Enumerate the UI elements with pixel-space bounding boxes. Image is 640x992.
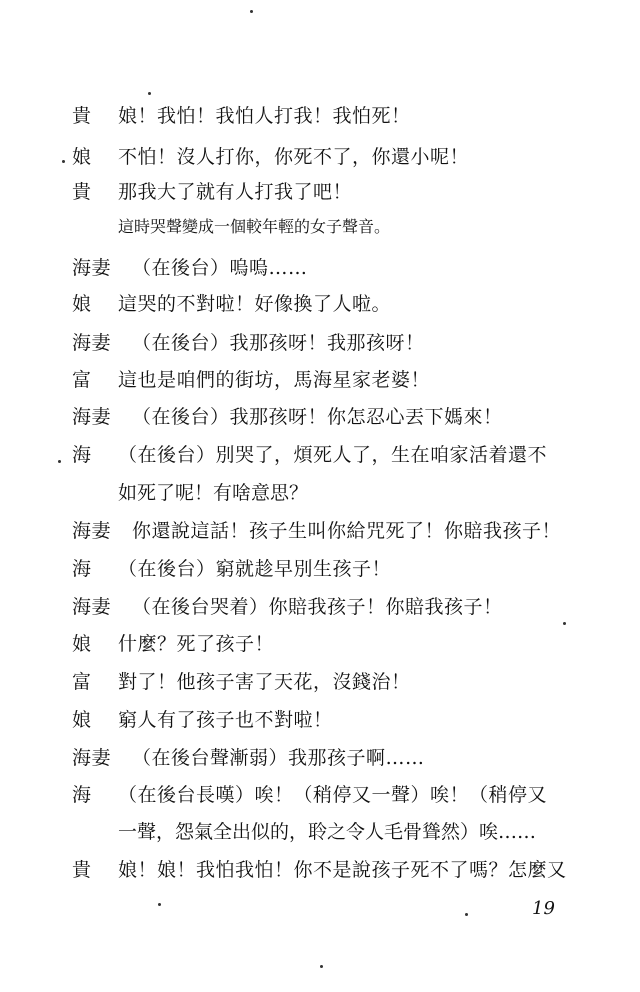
stage-direction: 這時哭聲變成一個較年輕的女子聲音。 bbox=[118, 217, 391, 236]
speaker-name: 娘 bbox=[72, 709, 92, 731]
speaker-name: 娘 bbox=[72, 633, 92, 655]
speaker-name: 海妻 bbox=[72, 520, 112, 542]
speaker-name: 貴 bbox=[72, 181, 92, 203]
dialogue-text: （在後台）別哭了，煩死人了，生在咱家活着還不 bbox=[118, 444, 548, 466]
dialogue-line bbox=[72, 250, 308, 286]
scan-speck bbox=[465, 913, 468, 916]
dialogue-line bbox=[72, 139, 469, 175]
dialogue-line bbox=[72, 325, 425, 361]
scan-speck bbox=[563, 622, 566, 625]
speaker-name: 海 bbox=[72, 444, 92, 466]
dialogue-text: 娘！娘！我怕我怕！你不是說孩子死不了嗎？怎麼又 bbox=[118, 859, 567, 881]
speaker-name: 海妻 bbox=[72, 747, 112, 769]
speaker-name: 娘 bbox=[72, 146, 92, 168]
dialogue-continuation: 一聲，怨氣全出似的，聆之令人毛骨聳然）唉…… bbox=[118, 821, 537, 843]
dialogue-continuation: 如死了呢！有啥意思？ bbox=[118, 482, 309, 504]
dialogue-text: 這哭的不對啦！好像換了人啦。 bbox=[118, 293, 392, 315]
dialogue-line bbox=[72, 777, 547, 813]
dialogue-line bbox=[72, 626, 274, 662]
dialogue-text: （在後台）我那孩呀！你怎忍心丟下媽來！ bbox=[132, 406, 503, 428]
dialogue-text: （在後台長嘆）唉！（稍停又一聲）唉！（稍停又 bbox=[118, 784, 548, 806]
speaker-name: 海 bbox=[72, 784, 92, 806]
dialogue-line bbox=[72, 286, 391, 322]
scan-speck bbox=[250, 10, 253, 13]
speaker-name: 貴 bbox=[72, 859, 92, 881]
speaker-name: 貴 bbox=[72, 105, 92, 127]
dialogue-text: （在後台）我那孩呀！我那孩呀！ bbox=[132, 332, 425, 354]
dialogue-line bbox=[72, 589, 503, 625]
dialogue-text: （在後台哭着）你賠我孩子！你賠我孩子！ bbox=[132, 596, 503, 618]
speaker-name: 富 bbox=[72, 671, 92, 693]
dialogue-text: 窮人有了孩子也不對啦！ bbox=[118, 709, 333, 731]
dialogue-text: 那我大了就有人打我了吧！ bbox=[118, 181, 353, 203]
dialogue-text: （在後台）嗚嗚…… bbox=[132, 257, 308, 279]
dialogue-text: 不怕！沒人打你，你死不了，你還小呢！ bbox=[118, 146, 470, 168]
dialogue-text: （在後台聲漸弱）我那孩子啊…… bbox=[132, 747, 425, 769]
scan-speck bbox=[158, 903, 161, 906]
speaker-name: 海妻 bbox=[72, 332, 112, 354]
dialogue-line bbox=[72, 664, 411, 700]
dialogue-text: 娘！我怕！我怕人打我！我怕死！ bbox=[118, 105, 411, 127]
dialogue-text: 這也是咱們的街坊，馬海星家老婆！ bbox=[118, 369, 431, 391]
scan-speck bbox=[58, 460, 61, 463]
speaker-name: 娘 bbox=[72, 293, 92, 315]
dialogue-line bbox=[72, 437, 547, 473]
dialogue-line bbox=[72, 702, 333, 738]
speaker-name: 海妻 bbox=[72, 257, 112, 279]
speaker-name: 海妻 bbox=[72, 406, 112, 428]
dialogue-line bbox=[72, 174, 352, 210]
dialogue-line bbox=[72, 98, 411, 134]
dialogue-text: 你還說這話！孩子生叫你給咒死了！你賠我孩子！ bbox=[132, 520, 562, 542]
dialogue-line bbox=[72, 362, 430, 398]
scan-speck bbox=[148, 92, 151, 95]
page-number: 19 bbox=[532, 898, 555, 919]
dialogue-line bbox=[72, 551, 391, 587]
dialogue-text: 對了！他孩子害了天花，沒錢治！ bbox=[118, 671, 411, 693]
speaker-name: 富 bbox=[72, 369, 92, 391]
dialogue-line bbox=[72, 740, 425, 776]
speaker-name: 海妻 bbox=[72, 596, 112, 618]
dialogue-text: 什麼？死了孩子！ bbox=[118, 633, 275, 655]
dialogue-text: （在後台）窮就趁早別生孩子！ bbox=[118, 558, 392, 580]
dialogue-line bbox=[72, 513, 561, 549]
dialogue-line bbox=[72, 852, 567, 888]
scan-speck bbox=[62, 160, 65, 163]
speaker-name: 海 bbox=[72, 558, 92, 580]
dialogue-line bbox=[72, 399, 503, 435]
scan-speck bbox=[320, 965, 323, 968]
